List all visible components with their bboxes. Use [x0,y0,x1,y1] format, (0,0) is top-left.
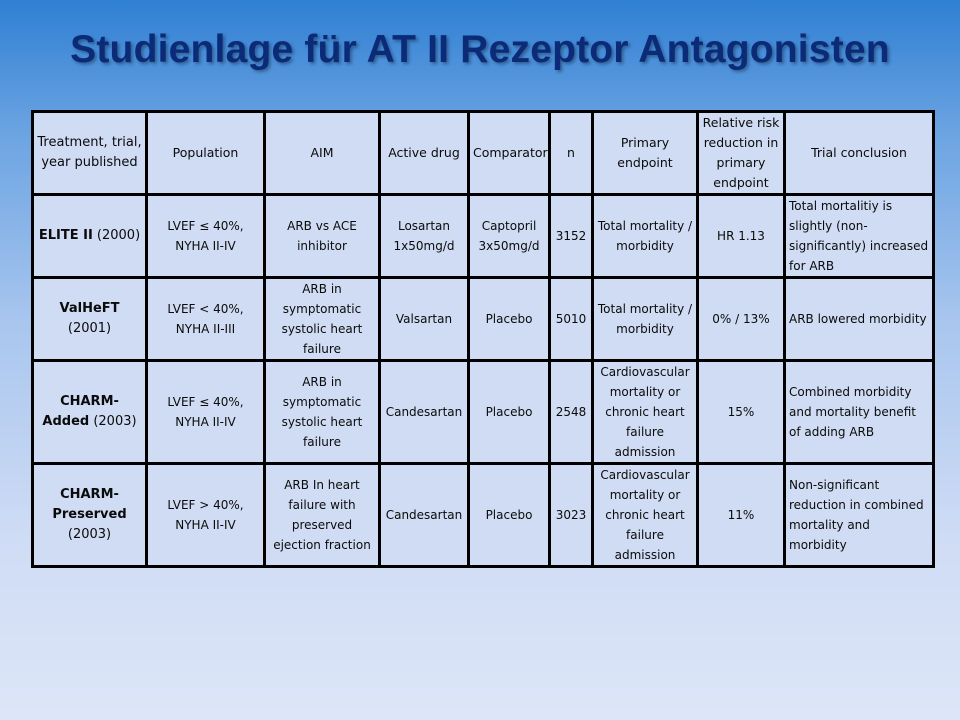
trial-name: ELITE II [38,228,93,243]
cell-population: LVEF ≤ 40%, NYHA II-IV [148,362,263,462]
cell-n: 3023 [551,465,591,565]
trial-year: (2001) [67,321,112,336]
cell-relative-risk-reduction: HR 1.13 [699,196,783,276]
header-active-drug: Active drug [381,113,467,193]
header-primary-endpoint: Primary endpoint [594,113,696,193]
cell-trial [34,465,145,565]
cell-relative-risk-reduction: 0% / 13% [699,279,783,359]
cell-trial [34,279,145,359]
table-row [34,465,932,565]
cell-comparator: Placebo [470,362,548,462]
header-aim: AIM [266,113,378,193]
cell-aim: ARB in symptomatic systolic heart failure [266,362,378,462]
slide-title: Studienlage für AT II Rezeptor Antagonisten [70,28,890,71]
cell-primary-endpoint: Total mortality / morbidity [594,196,696,276]
trial-name: ValHeFT [59,301,120,316]
cell-active-drug: Candesartan [381,362,467,462]
table-header-row [34,113,932,193]
trial-name: CHARM-Added [42,394,119,429]
cell-primary-endpoint: Cardiovascular mortality or chronic heart failure admission [594,362,696,462]
cell-comparator: Captopril 3x50mg/d [470,196,548,276]
trial-year: (2000) [96,228,141,243]
cell-trial-conclusion: Total mortalitiy is slightly (non-significantly) increased for ARB [786,196,932,276]
trial-name: CHARM-Preserved [52,487,127,522]
header-relative-risk-reduction: Relative risk reduction in primary endpoint [699,113,783,193]
cell-n: 2548 [551,362,591,462]
cell-active-drug: Candesartan [381,465,467,565]
header-population: Population [148,113,263,193]
cell-trial-conclusion: Combined morbidity and mortality benefit of adding ARB [786,362,932,462]
header-n: n [551,113,591,193]
trial-year: (2003) [93,414,137,429]
cell-n: 3152 [551,196,591,276]
cell-trial [34,362,145,462]
cell-population: LVEF > 40%, NYHA II-IV [148,465,263,565]
cell-population: LVEF ≤ 40%, NYHA II-IV [148,196,263,276]
table-row [34,279,932,359]
study-table-container [31,110,933,562]
cell-n: 5010 [551,279,591,359]
header-treatment: Treatment, trial, year published [34,113,145,193]
cell-aim: ARB In heart failure with preserved ejection fraction [266,465,378,565]
cell-primary-endpoint: Cardiovascular mortality or chronic heart failure admission [594,465,696,565]
cell-aim: ARB vs ACE inhibitor [266,196,378,276]
table-row [34,362,932,462]
cell-primary-endpoint: Total mortality / morbidity [594,279,696,359]
cell-relative-risk-reduction: 11% [699,465,783,565]
cell-trial [34,196,145,276]
header-trial-conclusion: Trial conclusion [786,113,932,193]
study-table [31,110,935,568]
header-comparator: Comparator [470,113,548,193]
cell-active-drug: Valsartan [381,279,467,359]
table-row [34,196,932,276]
cell-active-drug: Losartan 1x50mg/d [381,196,467,276]
cell-aim: ARB in symptomatic systolic heart failure [266,279,378,359]
cell-trial-conclusion: ARB lowered morbidity [786,279,932,359]
cell-trial-conclusion: Non-significant reduction in combined mortality and morbidity [786,465,932,565]
cell-comparator: Placebo [470,465,548,565]
cell-comparator: Placebo [470,279,548,359]
trial-year: (2003) [67,527,112,542]
cell-relative-risk-reduction: 15% [699,362,783,462]
cell-population: LVEF < 40%, NYHA II-III [148,279,263,359]
